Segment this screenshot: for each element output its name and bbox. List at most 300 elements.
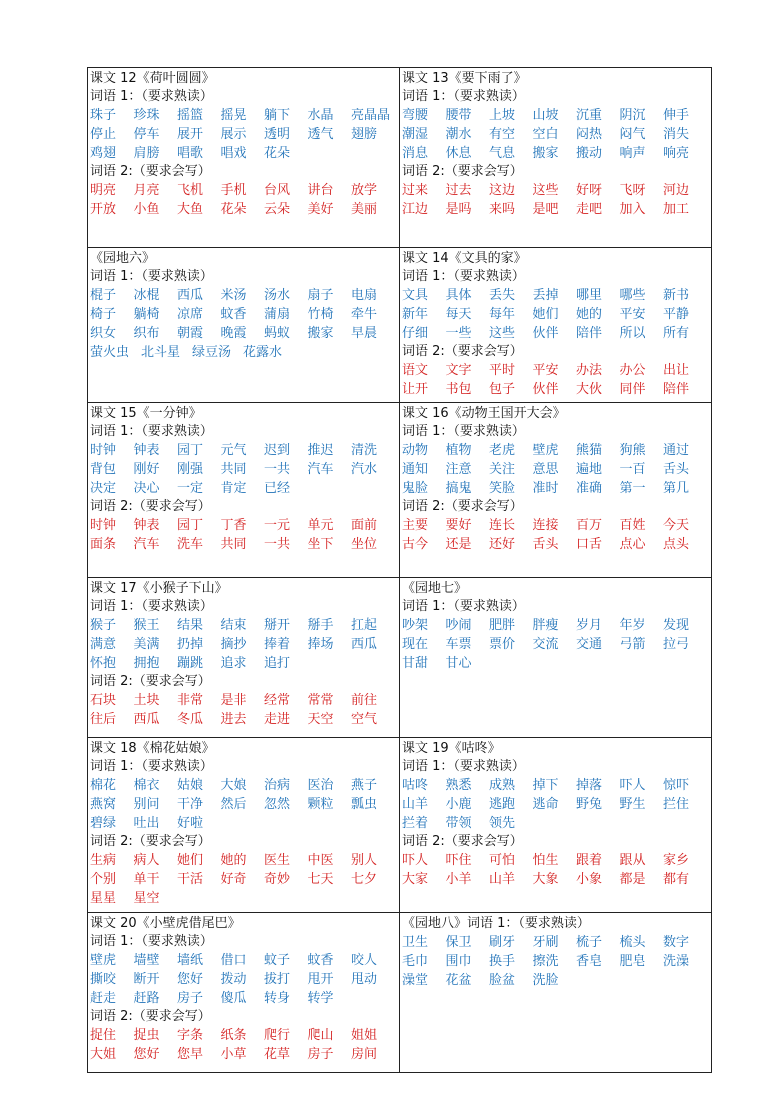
read-word: 闷气 xyxy=(619,127,646,142)
word-row xyxy=(402,200,709,219)
write-word: 开放 xyxy=(90,202,117,217)
write-word: 连接 xyxy=(532,518,559,533)
read-word: 推迟 xyxy=(307,443,334,458)
read-word: 时钟 xyxy=(90,443,117,458)
write-word: 飞呀 xyxy=(619,183,646,198)
read-word: 发现 xyxy=(663,618,690,633)
write-word: 江边 xyxy=(402,202,429,217)
read-word: 惊吓 xyxy=(663,778,690,793)
write-word: 洗车 xyxy=(177,537,204,552)
read-word: 傻瓜 xyxy=(220,991,247,1006)
word-row xyxy=(90,635,397,654)
write-word: 吓住 xyxy=(445,853,472,868)
read-word: 换手 xyxy=(489,954,516,969)
read-word: 甘甜 xyxy=(402,656,429,671)
read-word: 响亮 xyxy=(663,146,690,161)
write-word: 走吧 xyxy=(576,202,603,217)
read-word: 花朵 xyxy=(264,146,291,161)
read-word: 植物 xyxy=(445,443,472,458)
word-row xyxy=(90,616,397,635)
read-word: 熊猫 xyxy=(576,443,603,458)
write-word: 非常 xyxy=(177,693,204,708)
lesson-cell xyxy=(400,403,712,578)
write-word: 伙伴 xyxy=(532,382,559,397)
write-word: 好奇 xyxy=(220,872,247,887)
read-word: 早晨 xyxy=(351,326,378,341)
read-word: 绿豆汤 xyxy=(192,345,232,360)
read-word: 已经 xyxy=(264,481,291,496)
read-word: 胖瘦 xyxy=(532,618,559,633)
write-word: 房子 xyxy=(307,1047,334,1062)
read-word: 干净 xyxy=(177,797,204,812)
read-word: 西瓜 xyxy=(351,637,378,652)
write-word: 过去 xyxy=(445,183,472,198)
write-word: 怕生 xyxy=(532,853,559,868)
word-row xyxy=(90,441,397,460)
read-word: 老虎 xyxy=(489,443,516,458)
read-word: 一些 xyxy=(445,326,472,341)
word-row xyxy=(90,970,397,989)
write-word: 平时 xyxy=(489,363,516,378)
write-word: 纸条 xyxy=(220,1028,247,1043)
read-word: 岁月 xyxy=(576,618,603,633)
read-word: 掰开 xyxy=(264,618,291,633)
word-row xyxy=(90,125,397,144)
read-word: 拔打 xyxy=(264,972,291,987)
read-word: 消失 xyxy=(663,127,690,142)
read-word: 吵架 xyxy=(402,618,429,633)
read-word: 沉重 xyxy=(576,108,603,123)
read-word: 脸盆 xyxy=(489,973,516,988)
read-word: 交通 xyxy=(576,637,603,652)
word-row xyxy=(402,933,709,952)
write-word: 加工 xyxy=(663,202,690,217)
lesson-cell xyxy=(88,248,400,403)
read-word: 平静 xyxy=(663,307,690,322)
read-section-label: 词语 1：（要求熟读） xyxy=(90,759,213,774)
read-word: 腰带 xyxy=(445,108,472,123)
read-word: 花露水 xyxy=(243,345,283,360)
read-word: 关注 xyxy=(489,462,516,477)
read-word: 汤水 xyxy=(264,288,291,303)
read-word: 一共 xyxy=(264,462,291,477)
write-word: 干活 xyxy=(177,872,204,887)
write-word: 土块 xyxy=(133,693,160,708)
read-word: 哪些 xyxy=(619,288,646,303)
read-section-label: 词语 1：（要求熟读） xyxy=(90,424,213,439)
read-word: 潮水 xyxy=(445,127,472,142)
read-word: 笑脸 xyxy=(489,481,516,496)
write-word: 园丁 xyxy=(177,518,204,533)
read-section-label: 词语 1：（要求熟读） xyxy=(90,269,213,284)
write-word: 家乡 xyxy=(663,853,690,868)
lesson-cell xyxy=(88,68,400,248)
word-row xyxy=(402,305,709,324)
read-word: 美满 xyxy=(133,637,160,652)
read-word: 织布 xyxy=(133,326,160,341)
lesson-title: 《园地七》 xyxy=(402,581,468,596)
read-word: 晚霞 xyxy=(220,326,247,341)
read-word: 一百 xyxy=(619,462,646,477)
read-word: 躺下 xyxy=(264,108,291,123)
write-word: 来吗 xyxy=(489,202,516,217)
word-row xyxy=(402,535,709,554)
read-word: 园丁 xyxy=(177,443,204,458)
write-section-label: 词语 2:（要求会写） xyxy=(90,164,211,179)
write-word: 医生 xyxy=(264,853,291,868)
write-word: 七天 xyxy=(307,872,334,887)
write-word: 云朵 xyxy=(264,202,291,217)
write-word: 常常 xyxy=(307,693,334,708)
word-row xyxy=(90,181,397,200)
word-row xyxy=(402,460,709,479)
read-word: 墙纸 xyxy=(177,953,204,968)
read-word: 珍珠 xyxy=(133,108,160,123)
write-word: 放学 xyxy=(351,183,378,198)
write-word: 字条 xyxy=(177,1028,204,1043)
write-word: 陪伴 xyxy=(663,382,690,397)
read-word: 借口 xyxy=(220,953,247,968)
write-section-label: 词语 2:（要求会写） xyxy=(90,499,211,514)
write-word: 百万 xyxy=(576,518,603,533)
read-word: 医治 xyxy=(307,778,334,793)
read-word: 结果 xyxy=(177,618,204,633)
read-word: 朝霞 xyxy=(177,326,204,341)
read-word: 弯腰 xyxy=(402,108,429,123)
write-word: 丁香 xyxy=(220,518,247,533)
read-word: 山坡 xyxy=(532,108,559,123)
word-row xyxy=(90,870,397,889)
lesson-cell xyxy=(400,68,712,248)
read-word: 蒲扇 xyxy=(264,307,291,322)
read-word: 休息 xyxy=(445,146,472,161)
read-word: 掰手 xyxy=(307,618,334,633)
table-row xyxy=(88,578,712,738)
read-word: 蚊香 xyxy=(220,307,247,322)
table-row xyxy=(88,403,712,578)
read-word: 领先 xyxy=(489,816,516,831)
read-word: 牵牛 xyxy=(351,307,378,322)
word-row xyxy=(402,125,709,144)
read-word: 摘抄 xyxy=(220,637,247,652)
word-row xyxy=(402,516,709,535)
lesson-title: 课文 18《棉花姑娘》 xyxy=(90,741,215,756)
read-word: 珠子 xyxy=(90,108,117,123)
read-word: 翅膀 xyxy=(351,127,378,142)
read-word: 清洗 xyxy=(351,443,378,458)
word-row xyxy=(90,535,397,554)
read-word: 围巾 xyxy=(445,954,472,969)
read-section-label: 词语 1：（要求熟读） xyxy=(402,424,525,439)
write-word: 大家 xyxy=(402,872,429,887)
read-word: 棍子 xyxy=(90,288,117,303)
read-word: 忽然 xyxy=(264,797,291,812)
write-word: 这边 xyxy=(489,183,516,198)
read-word: 响声 xyxy=(619,146,646,161)
write-word: 病人 xyxy=(133,853,160,868)
write-word: 都是 xyxy=(619,872,646,887)
read-word: 吐出 xyxy=(133,816,160,831)
write-word: 别人 xyxy=(351,853,378,868)
write-word: 走进 xyxy=(264,712,291,727)
write-word: 一元 xyxy=(264,518,291,533)
read-word: 决定 xyxy=(90,481,117,496)
read-word: 年岁 xyxy=(619,618,646,633)
read-word: 转学 xyxy=(307,991,334,1006)
write-word: 明亮 xyxy=(90,183,117,198)
write-word: 可怕 xyxy=(489,853,516,868)
write-word: 讲台 xyxy=(307,183,334,198)
read-word: 背包 xyxy=(90,462,117,477)
read-word: 通过 xyxy=(663,443,690,458)
read-word: 蚊香 xyxy=(307,953,334,968)
lesson-cell xyxy=(400,738,712,913)
table-row xyxy=(88,68,712,248)
write-word: 跟着 xyxy=(576,853,603,868)
read-word: 壁虎 xyxy=(532,443,559,458)
read-word: 西瓜 xyxy=(177,288,204,303)
read-word: 肯定 xyxy=(220,481,247,496)
read-word: 丢失 xyxy=(489,288,516,303)
lesson-cell xyxy=(88,578,400,738)
read-word: 咕咚 xyxy=(402,778,429,793)
word-row xyxy=(90,305,397,324)
read-word: 唱歌 xyxy=(177,146,204,161)
write-word: 往后 xyxy=(90,712,117,727)
lesson-cell xyxy=(400,248,712,403)
read-word: 每天 xyxy=(445,307,472,322)
read-word: 搬家 xyxy=(532,146,559,161)
write-word: 经常 xyxy=(264,693,291,708)
write-section-label: 词语 2:（要求会写） xyxy=(90,674,211,689)
read-word: 大娘 xyxy=(220,778,247,793)
read-word: 梳子 xyxy=(576,935,603,950)
read-word: 有空 xyxy=(489,127,516,142)
read-word: 伸手 xyxy=(663,108,690,123)
write-word: 您早 xyxy=(177,1047,204,1062)
read-word: 香皂 xyxy=(576,954,603,969)
read-word: 水晶 xyxy=(307,108,334,123)
read-word: 闷热 xyxy=(576,127,603,142)
write-word: 她们 xyxy=(177,853,204,868)
read-word: 熟悉 xyxy=(445,778,472,793)
read-word: 摇晃 xyxy=(220,108,247,123)
read-word: 逃跑 xyxy=(489,797,516,812)
write-word: 文字 xyxy=(445,363,472,378)
read-word: 决心 xyxy=(133,481,160,496)
write-word: 单干 xyxy=(133,872,160,887)
read-word: 猴子 xyxy=(90,618,117,633)
read-word: 文具 xyxy=(402,288,429,303)
word-row xyxy=(402,635,709,654)
write-word: 加入 xyxy=(619,202,646,217)
write-section-label: 词语 2:（要求会写） xyxy=(402,344,523,359)
read-word: 唱戏 xyxy=(220,146,247,161)
write-word: 连长 xyxy=(489,518,516,533)
read-section-label: 词语 1：（要求熟读） xyxy=(402,89,525,104)
read-word: 透气 xyxy=(307,127,334,142)
read-word: 追求 xyxy=(220,656,247,671)
lesson-cell xyxy=(88,738,400,913)
read-word: 断开 xyxy=(133,972,160,987)
write-word: 是吗 xyxy=(445,202,472,217)
read-word: 搬家 xyxy=(307,326,334,341)
read-word: 洗脸 xyxy=(532,973,559,988)
lesson-title: 课文 19《咕咚》 xyxy=(402,741,501,756)
read-word: 车票 xyxy=(445,637,472,652)
read-word: 吓人 xyxy=(619,778,646,793)
read-word: 所以 xyxy=(619,326,646,341)
write-word: 这些 xyxy=(532,183,559,198)
read-word: 消息 xyxy=(402,146,429,161)
read-word: 亮晶晶 xyxy=(351,108,391,123)
word-row xyxy=(402,361,709,380)
lesson-title: 课文 17《小猴子下山》 xyxy=(90,581,228,596)
write-word: 捉住 xyxy=(90,1028,117,1043)
read-word: 花盆 xyxy=(445,973,472,988)
lesson-title: 《园地八》词语 1：（要求熟读） xyxy=(402,916,590,931)
read-word: 满意 xyxy=(90,637,117,652)
write-word: 是吧 xyxy=(532,202,559,217)
write-section-label: 词语 2:（要求会写） xyxy=(402,834,523,849)
write-word: 今天 xyxy=(663,518,690,533)
read-word: 织女 xyxy=(90,326,117,341)
word-row xyxy=(402,952,709,971)
read-word: 阴沉 xyxy=(619,108,646,123)
read-word: 迟到 xyxy=(264,443,291,458)
write-word: 月亮 xyxy=(133,183,160,198)
read-word: 逃命 xyxy=(532,797,559,812)
read-word: 每年 xyxy=(489,307,516,322)
write-word: 平安 xyxy=(532,363,559,378)
read-word: 展开 xyxy=(177,127,204,142)
write-word: 大象 xyxy=(532,872,559,887)
read-word: 甩开 xyxy=(307,972,334,987)
read-word: 小鹿 xyxy=(445,797,472,812)
write-section-label: 词语 2:（要求会写） xyxy=(402,164,523,179)
word-row xyxy=(90,691,397,710)
read-word: 刚强 xyxy=(177,462,204,477)
read-word: 钟表 xyxy=(133,443,160,458)
read-word: 准时 xyxy=(532,481,559,496)
write-word: 飞机 xyxy=(177,183,204,198)
write-word: 出让 xyxy=(663,363,690,378)
read-word: 澡堂 xyxy=(402,973,429,988)
lesson-title: 课文 15《一分钟》 xyxy=(90,406,202,421)
read-word: 摇篮 xyxy=(177,108,204,123)
read-word: 扔掉 xyxy=(177,637,204,652)
word-row xyxy=(90,479,397,498)
read-word: 哪里 xyxy=(576,288,603,303)
word-row xyxy=(402,971,709,990)
write-word: 还是 xyxy=(445,537,472,552)
write-word: 花朵 xyxy=(220,202,247,217)
read-word: 准确 xyxy=(576,481,603,496)
read-word: 毛巾 xyxy=(402,954,429,969)
read-word: 刚好 xyxy=(133,462,160,477)
read-word: 米汤 xyxy=(220,288,247,303)
write-word: 美丽 xyxy=(351,202,378,217)
write-word: 冬瓜 xyxy=(177,712,204,727)
word-row xyxy=(90,286,397,305)
read-word: 好啦 xyxy=(177,816,204,831)
read-word: 掉下 xyxy=(532,778,559,793)
table-row xyxy=(88,913,712,1073)
read-word: 梳头 xyxy=(619,935,646,950)
write-word: 让开 xyxy=(402,382,429,397)
write-section-label: 词语 2:（要求会写） xyxy=(90,834,211,849)
word-row xyxy=(90,989,397,1008)
read-word: 动物 xyxy=(402,443,429,458)
read-word: 成熟 xyxy=(489,778,516,793)
word-row xyxy=(402,870,709,889)
lesson-title: 课文 12《荷叶圆圆》 xyxy=(90,71,215,86)
read-word: 拥抱 xyxy=(133,656,160,671)
write-word: 天空 xyxy=(307,712,334,727)
read-word: 数字 xyxy=(663,935,690,950)
lesson-cell xyxy=(88,913,400,1073)
read-word: 上坡 xyxy=(489,108,516,123)
write-word: 包子 xyxy=(489,382,516,397)
write-word: 河边 xyxy=(663,183,690,198)
read-word: 扛起 xyxy=(351,618,378,633)
word-row xyxy=(402,776,709,795)
read-word: 转身 xyxy=(264,991,291,1006)
write-word: 山羊 xyxy=(489,872,516,887)
read-word: 带领 xyxy=(445,816,472,831)
read-word: 共同 xyxy=(220,462,247,477)
read-word: 瓢虫 xyxy=(351,797,378,812)
word-row xyxy=(402,286,709,305)
word-row xyxy=(90,144,397,163)
read-word: 意思 xyxy=(532,462,559,477)
read-word: 姑娘 xyxy=(177,778,204,793)
write-word: 主要 xyxy=(402,518,429,533)
word-row xyxy=(402,616,709,635)
read-word: 她们 xyxy=(532,307,559,322)
lesson-cell xyxy=(88,403,400,578)
read-word: 野生 xyxy=(619,797,646,812)
read-word: 蹦跳 xyxy=(177,656,204,671)
write-word: 小草 xyxy=(220,1047,247,1062)
write-word: 奇妙 xyxy=(264,872,291,887)
write-word: 石块 xyxy=(90,693,117,708)
write-word: 百姓 xyxy=(619,518,646,533)
read-word: 山羊 xyxy=(402,797,429,812)
write-word: 还好 xyxy=(489,537,516,552)
read-word: 搬动 xyxy=(576,146,603,161)
word-row xyxy=(402,795,709,814)
write-word: 古今 xyxy=(402,537,429,552)
write-word: 时钟 xyxy=(90,518,117,533)
lesson-title: 《园地六》 xyxy=(90,251,156,266)
write-word: 大伙 xyxy=(576,382,603,397)
write-word: 手机 xyxy=(220,183,247,198)
write-word: 个别 xyxy=(90,872,117,887)
write-word: 过来 xyxy=(402,183,429,198)
write-word: 一共 xyxy=(264,537,291,552)
write-word: 汽车 xyxy=(133,537,160,552)
read-word: 萤火虫 xyxy=(90,345,130,360)
read-word: 别问 xyxy=(133,797,160,812)
write-word: 西瓜 xyxy=(133,712,160,727)
read-word: 第几 xyxy=(663,481,690,496)
word-row xyxy=(402,654,709,673)
read-word: 怀抱 xyxy=(90,656,117,671)
read-word: 潮湿 xyxy=(402,127,429,142)
write-word: 同伴 xyxy=(619,382,646,397)
lesson-cell xyxy=(400,913,712,1073)
